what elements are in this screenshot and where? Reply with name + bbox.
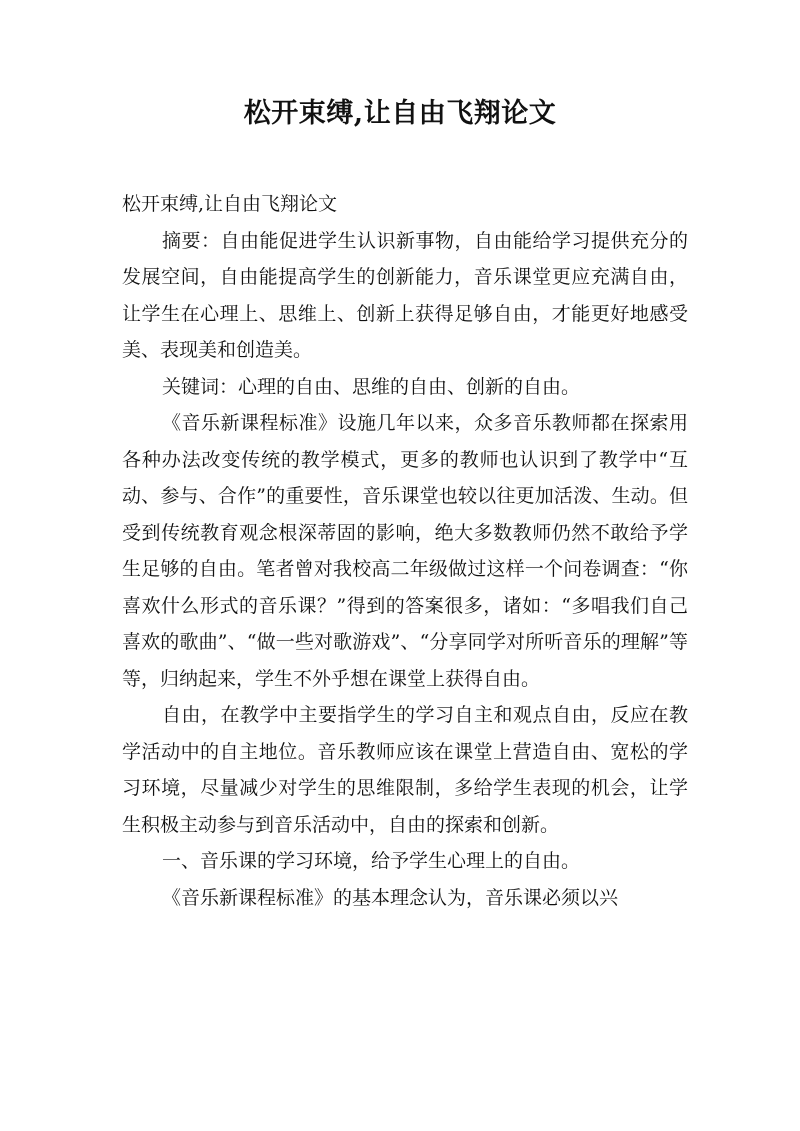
- abstract-paragraph: 摘要：自由能促进学生认识新事物，自由能给学习提供充分的发展空间，自由能提高学生的创新能力，音乐课堂更应充满自由，让学生在心理上、思维上、创新上获得足够自由，才能更好地感受美、表现美和创造美。: [122, 229, 688, 361]
- body-paragraph-heading: 松开束缚,让自由飞翔论文: [122, 193, 338, 215]
- section-heading: 一、音乐课的学习环境，给予学生心理上的自由。: [162, 850, 581, 872]
- body-paragraph: 《音乐新课程标准》的基本理念认为，音乐课必须以兴: [162, 886, 619, 909]
- document-title: 松开束缚,让自由飞翔论文: [243, 98, 557, 129]
- keywords-paragraph: 关键词：心理的自由、思维的自由、创新的自由。: [162, 375, 581, 398]
- body-paragraph: 自由，在教学中主要指学生的学习自主和观点自由，反应在教学活动中的自主地位。音乐教师应该在课堂上营造自由、宽松的学习环境，尽量减少对学生的思维限制，多给学生表现的机会，让学生积极主动参与到音乐活动中，自由的探索和创新。: [122, 704, 688, 836]
- body-paragraph: 《音乐新课程标准》设施几年以来，众多音乐教师都在探索用各种办法改变传统的教学模式，更多的教师也认识到了教学中“互动、参与、合作”的重要性，音乐课堂也较以往更加活泼、生动。但受到传统教育观念根深蒂固的影响，绝大多数教师仍然不敢给予学生足够的自由。笔者曾对我校高二年级做过这样一个问卷调查：“你喜欢什么形式的音乐课？”得到的答案很多，诸如：“多唱我们自己喜欢的歌曲”、“做一些对歌游戏”、“分享同学对所听音乐的理解”等等，归纳起来，学生不外乎想在课堂上获得自由。: [122, 412, 688, 690]
- document-body: [122, 186, 688, 916]
